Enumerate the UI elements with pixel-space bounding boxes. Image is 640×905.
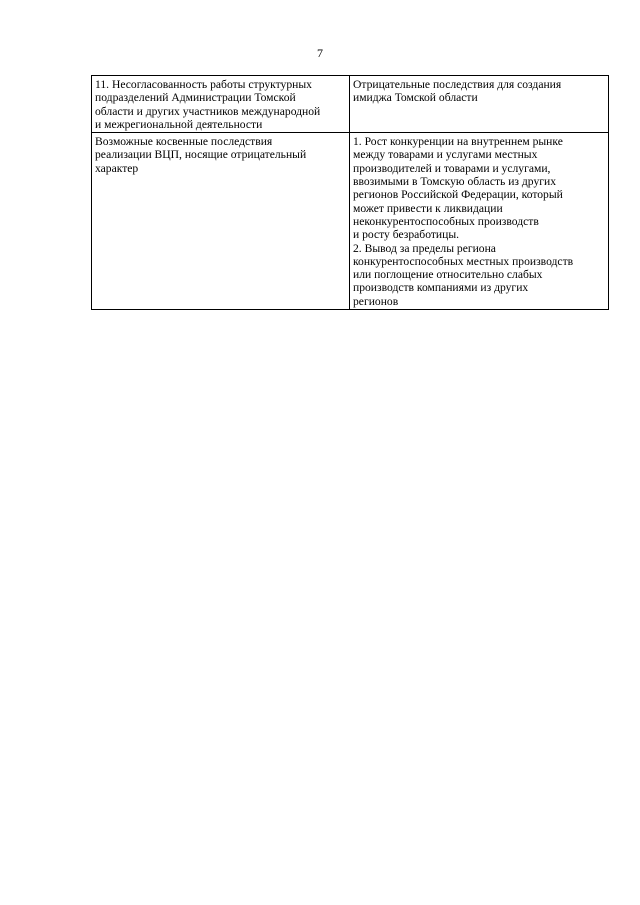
cell-line: регионов Российской Федерации, который <box>353 188 563 202</box>
risk-factor-cell <box>92 133 350 310</box>
cell-line: 2. Вывод за пределы региона <box>353 241 496 255</box>
cell-line: неконкурентоспособных производств <box>353 214 539 228</box>
cell-line: области и других участников международной <box>95 104 321 118</box>
cell-line: Отрицательные последствия для создания <box>353 78 562 91</box>
cell-line: или поглощение относительно слабых <box>353 268 543 282</box>
cell-line: и росту безработицы. <box>353 228 460 242</box>
cell-line: производителей и товарами и услугами, <box>353 161 551 175</box>
cell-line: имиджа Томской области <box>353 91 478 105</box>
cell-line: производств компаниями из других <box>353 281 529 295</box>
cell-line: подразделений Администрации Томской <box>95 91 296 105</box>
cell-line: характер <box>95 161 139 175</box>
risk-table <box>91 75 609 310</box>
page-number: 7 <box>317 46 323 60</box>
risk-factor-cell <box>92 76 350 133</box>
cell-line: может привести к ликвидации <box>353 201 503 215</box>
risk-consequence-cell <box>350 133 609 310</box>
cell-line: 11. Несогласованность работы структурных <box>95 78 312 91</box>
cell-line: и межрегиональной деятельности <box>95 117 263 131</box>
cell-line: между товарами и услугами местных <box>353 148 538 162</box>
cell-line: Возможные косвенные последствия <box>95 135 273 149</box>
cell-line: конкурентоспособных местных производств <box>353 254 574 268</box>
cell-line: ввозимыми в Томскую область из других <box>353 175 556 189</box>
cell-line: регионов <box>353 294 399 308</box>
table-row <box>92 76 609 133</box>
risk-consequence-cell <box>350 76 609 133</box>
cell-line: 1. Рост конкуренции на внутреннем рынке <box>353 135 563 149</box>
cell-line: реализации ВЦП, носящие отрицательный <box>95 148 307 162</box>
table-row <box>92 133 609 310</box>
